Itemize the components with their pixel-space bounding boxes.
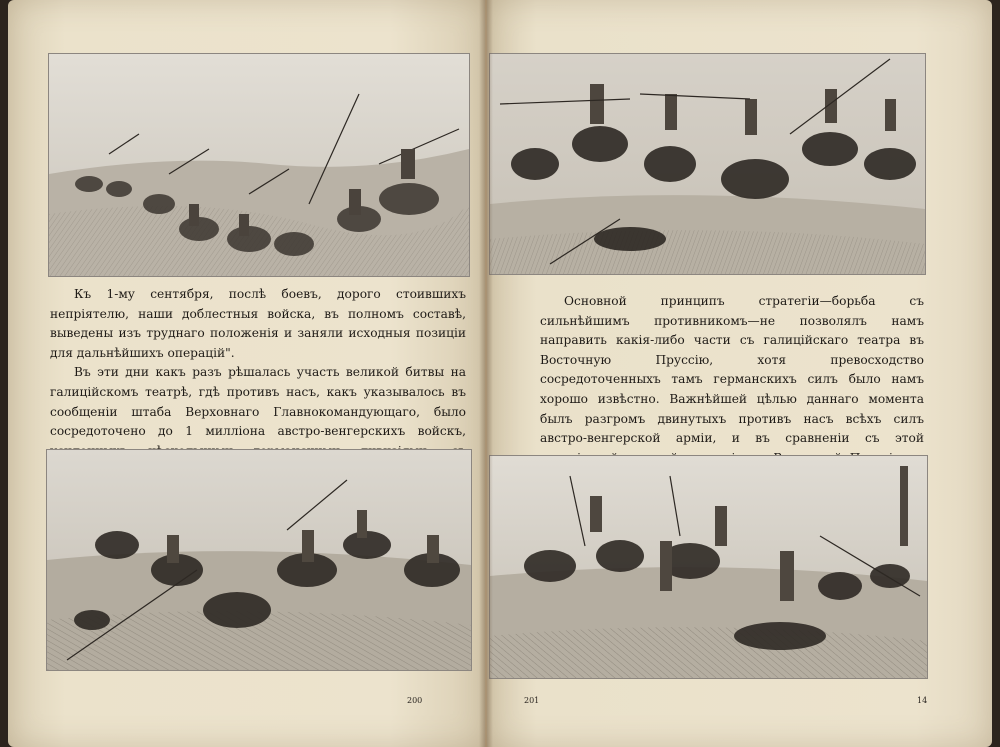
paragraph: Основной принципъ стратегіи—борьба съ сильнѣйшимъ противникомъ—не позволялъ намъ направить какія-либо части съ галиційскаго театра въ Восточную Пруссію, хотя превосходство сосредоточенныхъ тамъ германскихъ силъ было намъ хорошо извѣстно. Важнѣйшей цѣлью даннаго момента былъ разгромъ двинутыхъ противъ насъ всѣхъ силъ австро-венгерской арміи, и въ сравненіи съ этой [540, 294, 924, 446]
illustration-cavalry-melee [46, 449, 472, 671]
left-page [8, 0, 486, 747]
illustration-infantry-and-cavalry [489, 455, 928, 679]
illustration-cavalry-charge [48, 53, 470, 277]
right-page [486, 0, 992, 747]
signature-mark: 14 [917, 696, 928, 705]
illustration-cavalry-clash [489, 53, 926, 275]
page-number-right: 201 [524, 696, 540, 705]
book-gutter [479, 0, 493, 747]
page-number-left: 200 [407, 696, 423, 705]
paragraph: Къ 1-му сентября, послѣ боевъ, дорого стоившихъ непріятелю, наши доблестныя войска, въ полномъ составѣ, выведены изъ труднаго положенія и заняли исходныя позиціи для дальнѣйшихъ операцій". [50, 287, 466, 360]
paragraph: Въ эти дни какъ разъ рѣшалась участь великой битвы на галиційскомъ театрѣ, гдѣ противъ насъ, какъ указывалось въ сообщеніи штаба Верховнаго Главнокомандующаго, было сосредоточено до 1 милліона австро-венгерскихъ войскъ, [50, 365, 466, 439]
